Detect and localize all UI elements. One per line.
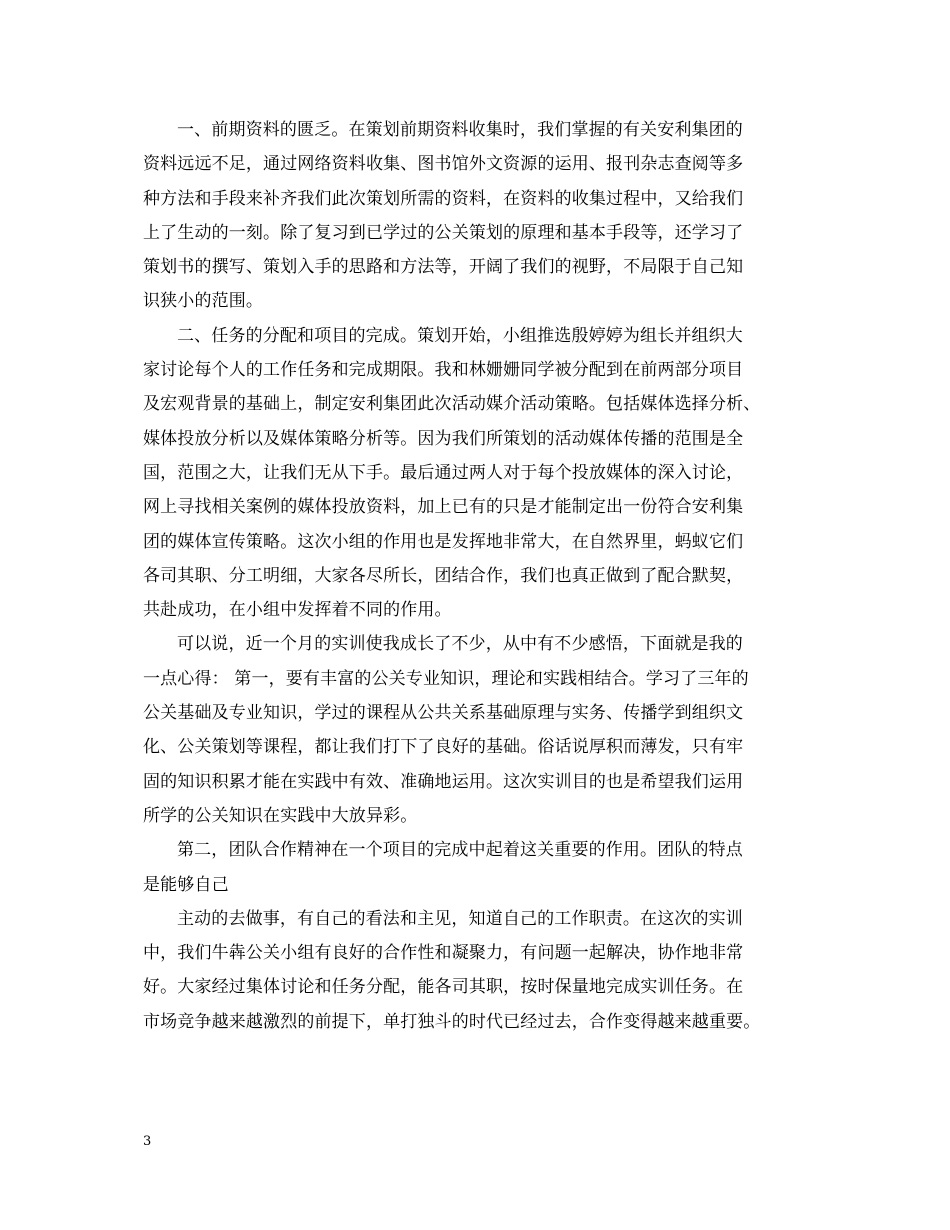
paragraph-1-line: 种方法和手段来补齐我们此次策划所需的资料，在资料的收集过程中，又给我们 <box>143 188 744 209</box>
paragraph-3-line: 化、公关策划等课程，都让我们打下了良好的基础。俗话说厚积而薄发，只有牢 <box>143 737 744 758</box>
paragraph-1-line: 资料远远不足，通过网络资料收集、图书馆外文资源的运用、报刊杂志查阅等多 <box>143 154 744 175</box>
paragraph-3-line: 固的知识积累才能在实践中有效、准确地运用。这次实训目的也是希望我们运用 <box>143 771 744 792</box>
paragraph-2-line: 团的媒体宣传策略。这次小组的作用也是发挥地非常大，在自然界里，蚂蚁它们 <box>143 531 744 552</box>
paragraph-3-line: 所学的公关知识在实践中大放异彩。 <box>143 805 418 826</box>
paragraph-1-line: 策划书的撰写、策划入手的思路和方法等，开阔了我们的视野，不局限于自己知 <box>143 257 744 278</box>
paragraph-3-line: 公关基础及专业知识，学过的课程从公共关系基础原理与实务、传播学到组织文 <box>143 703 744 724</box>
paragraph-3-line: 可以说，近一个月的实训使我成长了不少，从中有不少感悟，下面就是我的 <box>177 634 743 655</box>
paragraph-4-line: 是能够自己 <box>143 874 229 895</box>
paragraph-1-line: 识狭小的范围。 <box>143 291 264 312</box>
body-text <box>143 113 819 1039</box>
paragraph-1-line: 一、前期资料的匮乏。在策划前期资料收集时，我们掌握的有关安利集团的 <box>177 120 743 140</box>
paragraph-2-line: 媒体投放分析以及媒体策略分析等。因为我们所策划的活动媒体传播的范围是全 <box>143 428 744 449</box>
page-number: 3 <box>143 1134 152 1149</box>
paragraph-5-line: 市场竞争越来越激烈的前提下，单打独斗的时代已经过去，合作变得越来越重要。 <box>143 1011 761 1032</box>
paragraph-2-line: 各司其职、分工明细，大家各尽所长，团结合作，我们也真正做到了配合默契， <box>143 565 744 586</box>
paragraph-4-line: 第二，团队合作精神在一个项目的完成中起着这关重要的作用。团队的特点 <box>177 840 743 861</box>
paragraph-1-line: 上了生动的一刻。除了复习到已学过的公关策划的原理和基本手段等，还学习了 <box>143 222 744 243</box>
paragraph-2-line: 共赴成功，在小组中发挥着不同的作用。 <box>143 600 452 621</box>
paragraph-2-line: 及宏观背景的基础上，制定安利集团此次活动媒介活动策略。包括媒体选择分析、 <box>143 394 761 415</box>
paragraph-3-line: 一点心得： 第一，要有丰富的公关专业知识，理论和实践相结合。学习了三年的 <box>143 668 749 689</box>
paragraph-5-line: 中，我们牛犇公关小组有良好的合作性和凝聚力，有问题一起解决，协作地非常 <box>143 943 744 964</box>
paragraph-2-line: 家讨论每个人的工作任务和完成期限。我和林姗姗同学被分配到在前两部分项目 <box>143 360 744 381</box>
paragraph-2-line: 网上寻找相关案例的媒体投放资料，加上已有的只是才能制定出一份符合安利集 <box>143 497 744 518</box>
paragraph-5-line: 主动的去做事，有自己的看法和主见，知道自己的工作职责。在这次的实训 <box>177 908 743 929</box>
paragraph-5-line: 好。大家经过集体讨论和任务分配，能各司其职，按时保量地完成实训任务。在 <box>143 977 744 998</box>
paragraph-2-line: 二、任务的分配和项目的完成。策划开始，小组推选殷婷婷为组长并组织大 <box>177 325 743 346</box>
paragraph-2-line: 国，范围之大，让我们无从下手。最后通过两人对于每个投放媒体的深入讨论， <box>143 462 744 483</box>
